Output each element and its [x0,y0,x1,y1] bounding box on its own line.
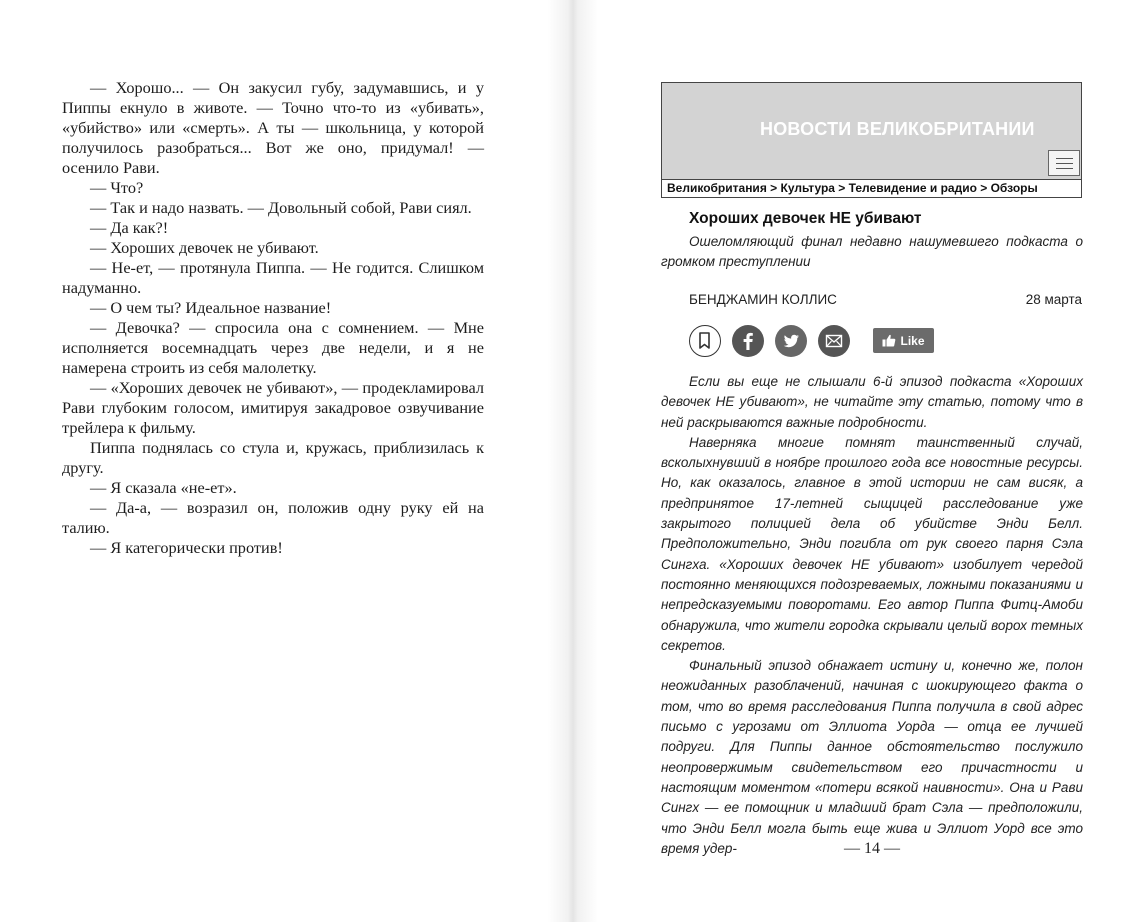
site-title: НОВОСТИ ВЕЛИКОБРИТАНИИ [760,119,1035,139]
thumbs-up-icon [882,334,896,347]
page-number: — 14 — [844,840,900,857]
twitter-icon[interactable] [775,325,807,357]
article-body [661,372,1083,859]
site-banner [662,83,1081,179]
paragraph: — Я сказала «не-ет». [90,478,237,497]
facebook-icon[interactable] [732,325,764,357]
left-page-text [62,78,484,558]
paragraph: Пиппа поднялась со стула и, кружась, приблизилась к другу. [62,438,484,477]
paragraph: — О чем ты? Идеальное название! [90,298,332,317]
paragraph: — Девочка? — спросила она с сомнением. — Мне исполняется восемнадцать через две недели, и я не намерена строить из себя малолетку. [62,318,484,377]
article-author: БЕНДЖАМИН КОЛЛИС [689,292,837,307]
book-gutter [548,0,598,922]
menu-icon[interactable] [1048,150,1080,176]
like-button[interactable] [873,328,934,353]
article-subtitle [661,232,1083,272]
like-label: Like [900,333,925,348]
news-site-header [661,82,1082,198]
paragraph: — Хороших девочек не убивают. [90,238,319,257]
paragraph: — «Хороших девочек не убивают», — продекламировал Рави глубоким голосом, имитируя закадровое озвучивание трейлера к фильму. [62,378,484,437]
breadcrumb[interactable]: Великобритания > Культура > Телевидение и радио > Обзоры [662,179,1081,197]
mail-icon[interactable] [818,325,850,357]
paragraph: — Да-а, — возразил он, положив одну руку ей на талию. [62,498,484,537]
article-date: 28 марта [1025,292,1082,307]
paragraph: — Да как?! [90,218,169,237]
paragraph: — Не-ет, — протянула Пиппа. — Не годится. Слишком надуманно. [62,258,484,297]
article-paragraph: Наверняка многие помнят таинственный случай, всколыхнувший в ноябре прошлого года все новостные ресурсы. Но, как оказалось, главное в этой истории не сам висяк, а предпринятое 17-летней сыщицей расследование уже закрытого полицией дела об убийстве Энди Белл. Предположительно, Энди погибла от рук своего парня Сэла Сингха. «Хороших девочек НЕ убивают» изобилует чередой постоянно меняющихся подозреваемых, ложными показаниями и непредсказуемыми поворотами. Его автор Пиппа Фитц-Амоби обнаружила, что жители городка скрывали целый ворох темных секретов. [661,434,1083,653]
article-paragraph: Если вы еще не слышали 6-й эпизод подкаста «Хороших девочек НЕ убивают», не читайте эту статью, потому что в ней раскрываются важные подробности. [661,374,1083,430]
paragraph: — Что? [90,178,144,197]
paragraph: — Я категорически против! [90,538,283,557]
paragraph: — Хорошо... — Он закусил губу, задумавшись, и у Пиппы екнуло в животе. — Точно что-то из «убивать», «убийство» или «смерть». А ты — школьница, у которой получилось разобраться... Вот же оно, придумал! — осенило Рави. [62,78,484,177]
article-paragraph: Финальный эпизод обнажает истину и, конечно же, полон неожиданных разоблачений, начиная с шокирующего факта о том, что во время расследования Пиппа получила в свой адрес письмо с угрозами от Эллиота Уорда — отца ее лучшей подруги. Для Пиппы данное обстоятельство послужило неопровержимым свидетельством его причастности и настоящим моментом «потери всякой наивности». Она и Рави Сингх — ее помощник и младший брат Сэла — предположили, что Энди Белл могла быть еще жива и Эллиот Уорд все это время удер- [661,658,1083,856]
article-title: Хороших девочек НЕ убивают [689,210,922,227]
subtitle-text: Ошеломляющий финал недавно нашумевшего подкаста о громком преступлении [661,234,1083,269]
paragraph: — Так и надо назвать. — Довольный собой, Рави сиял. [90,198,472,217]
bookmark-icon[interactable] [689,325,721,357]
